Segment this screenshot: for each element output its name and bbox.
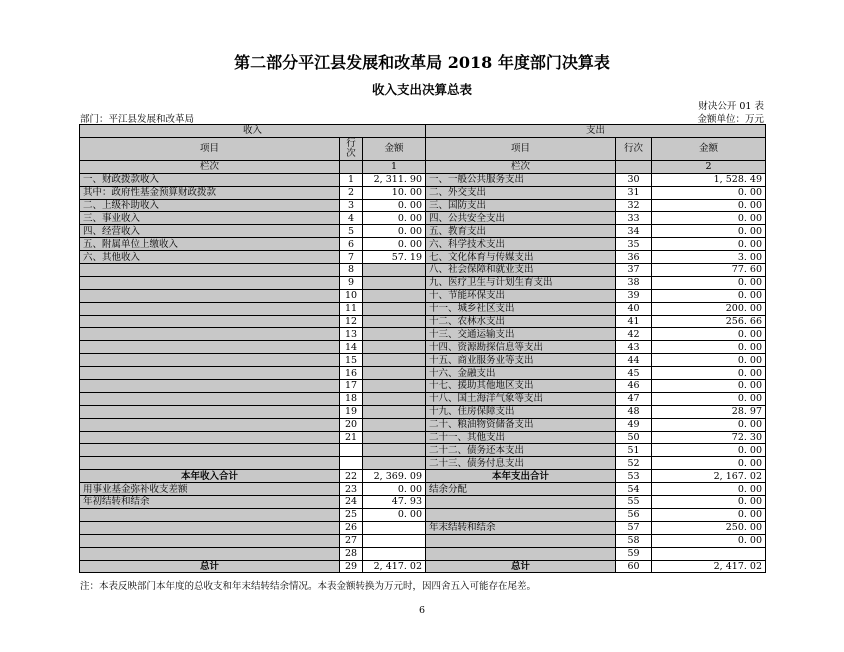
expense-amount: 0. 00 [652, 496, 766, 509]
income-amount: 2, 369. 09 [363, 470, 426, 483]
income-row-number: 14 [340, 341, 363, 354]
table-row [80, 354, 766, 367]
income-amount [363, 289, 426, 302]
table-row [80, 470, 766, 483]
expense-amount [652, 547, 766, 560]
income-item [80, 380, 340, 393]
income-row-number: 4 [340, 212, 363, 225]
table-row [80, 341, 766, 354]
income-row-number: 28 [340, 547, 363, 560]
income-row-number: 21 [340, 431, 363, 444]
expense-row-number: 31 [616, 186, 652, 199]
expense-amount: 0. 00 [652, 483, 766, 496]
income-item: 四、经营收入 [80, 225, 340, 238]
income-item [80, 392, 340, 405]
income-item: 用事业基金弥补收支差额 [80, 483, 340, 496]
table-row [80, 212, 766, 225]
table-row [80, 186, 766, 199]
expense-item: 十一、城乡社区支出 [426, 302, 616, 315]
expense-row-number: 51 [616, 444, 652, 457]
expense-amount: 0. 00 [652, 392, 766, 405]
expense-header: 支出 [426, 125, 766, 138]
expense-item: 十四、资源勘探信息等支出 [426, 341, 616, 354]
expense-rowno-header: 行次 [616, 137, 652, 160]
table-row [80, 315, 766, 328]
expense-amount: 0. 00 [652, 186, 766, 199]
income-row-number: 22 [340, 470, 363, 483]
header-row-top [80, 125, 766, 138]
expense-item: 十八、国土海洋气象等支出 [426, 392, 616, 405]
expense-amount: 0. 00 [652, 276, 766, 289]
expense-item: 十七、援助其他地区支出 [426, 380, 616, 393]
income-item [80, 367, 340, 380]
expense-item: 十五、商业服务业等支出 [426, 354, 616, 367]
expense-item: 二十三、债务付息支出 [426, 457, 616, 470]
expense-amount: 0. 00 [652, 199, 766, 212]
table-row [80, 431, 766, 444]
income-amount [363, 354, 426, 367]
income-amount: 57. 19 [363, 251, 426, 264]
expense-amount: 1, 528. 49 [652, 173, 766, 186]
income-row-number: 25 [340, 508, 363, 521]
income-row-number [340, 444, 363, 457]
expense-column-label: 栏次 [426, 160, 616, 173]
expense-amount: 0. 00 [652, 444, 766, 457]
expense-row-number: 57 [616, 521, 652, 534]
expense-item: 总计 [426, 560, 616, 573]
expense-amount: 250. 00 [652, 521, 766, 534]
income-amount [363, 302, 426, 315]
income-row-number: 10 [340, 289, 363, 302]
expense-amount: 0. 00 [652, 225, 766, 238]
expense-amount: 2, 417. 02 [652, 560, 766, 573]
table-row [80, 405, 766, 418]
income-amount [363, 444, 426, 457]
income-item [80, 534, 340, 547]
expense-amount: 77. 60 [652, 264, 766, 277]
expense-amount: 0. 00 [652, 341, 766, 354]
expense-item: 二十、粮油物资储备支出 [426, 418, 616, 431]
expense-row-number: 44 [616, 354, 652, 367]
table-row [80, 521, 766, 534]
income-item [80, 508, 340, 521]
income-row-number: 13 [340, 328, 363, 341]
table-row [80, 508, 766, 521]
table-row [80, 173, 766, 186]
income-amount: 2, 311. 90 [363, 173, 426, 186]
table-row [80, 238, 766, 251]
page-title: 第二部分平江县发展和改革局 2018 年度部门决算表 [234, 53, 610, 72]
income-row-number: 19 [340, 405, 363, 418]
expense-item: 三、国防支出 [426, 199, 616, 212]
expense-amount: 200. 00 [652, 302, 766, 315]
footnote: 注：本表反映部门本年度的总收支和年末结转结余情况。本表金额转换为万元时，因四舍五入可能存在尾差。 [80, 581, 537, 592]
income-row-number: 20 [340, 418, 363, 431]
income-amount: 47. 93 [363, 496, 426, 509]
income-amount [363, 380, 426, 393]
income-row-number: 16 [340, 367, 363, 380]
table-row [80, 251, 766, 264]
income-row-number: 23 [340, 483, 363, 496]
expense-item [426, 547, 616, 560]
income-rowno-header: 行次 [340, 137, 363, 160]
expense-row-number: 53 [616, 470, 652, 483]
table-row [80, 380, 766, 393]
table-row [80, 328, 766, 341]
table-row [80, 418, 766, 431]
expense-amount: 0. 00 [652, 212, 766, 225]
income-amount [363, 315, 426, 328]
expense-amount: 0. 00 [652, 354, 766, 367]
expense-item: 八、社会保障和就业支出 [426, 264, 616, 277]
income-amount [363, 341, 426, 354]
income-row-number: 9 [340, 276, 363, 289]
income-row-number: 6 [340, 238, 363, 251]
income-item: 三、事业收入 [80, 212, 340, 225]
table-row [80, 367, 766, 380]
expense-item: 十九、住房保障支出 [426, 405, 616, 418]
income-row-number: 12 [340, 315, 363, 328]
expense-item [426, 508, 616, 521]
income-item [80, 521, 340, 534]
expense-row-number: 38 [616, 276, 652, 289]
income-row-number: 18 [340, 392, 363, 405]
income-item: 总计 [80, 560, 340, 573]
income-amount [363, 457, 426, 470]
table-row [80, 392, 766, 405]
expense-row-number: 47 [616, 392, 652, 405]
department-label: 部门：平江县发展和改革局 [80, 114, 195, 125]
table-row [80, 264, 766, 277]
expense-amount: 0. 00 [652, 367, 766, 380]
income-item [80, 289, 340, 302]
income-item [80, 444, 340, 457]
income-amount [363, 405, 426, 418]
income-item [80, 341, 340, 354]
expense-item: 二、外交支出 [426, 186, 616, 199]
header-row-columns [80, 137, 766, 160]
expense-amount: 0. 00 [652, 457, 766, 470]
form-code: 财决公开 01 表 [698, 101, 764, 112]
income-item [80, 418, 340, 431]
income-column-number: 1 [363, 160, 426, 173]
income-amount [363, 367, 426, 380]
income-item [80, 457, 340, 470]
income-column-blank [340, 160, 363, 173]
expense-amount-header: 金额 [652, 137, 766, 160]
income-item: 六、其他收入 [80, 251, 340, 264]
income-amount: 0. 00 [363, 238, 426, 251]
income-row-number: 2 [340, 186, 363, 199]
income-row-number: 5 [340, 225, 363, 238]
income-row-number: 8 [340, 264, 363, 277]
income-item [80, 354, 340, 367]
expense-item: 二十一、其他支出 [426, 431, 616, 444]
income-amount [363, 431, 426, 444]
income-amount: 0. 00 [363, 225, 426, 238]
income-expense-table [79, 124, 766, 573]
expense-row-number: 58 [616, 534, 652, 547]
income-row-number: 24 [340, 496, 363, 509]
income-item [80, 405, 340, 418]
income-amount: 0. 00 [363, 508, 426, 521]
income-amount: 2, 417. 02 [363, 560, 426, 573]
income-column-label: 栏次 [80, 160, 340, 173]
expense-row-number: 34 [616, 225, 652, 238]
income-amount [363, 392, 426, 405]
expense-row-number: 43 [616, 341, 652, 354]
expense-item: 二十二、债务还本支出 [426, 444, 616, 457]
income-item: 五、附属单位上缴收入 [80, 238, 340, 251]
income-header: 收入 [80, 125, 426, 138]
expense-item [426, 534, 616, 547]
income-row-number: 1 [340, 173, 363, 186]
unit-label: 金额单位：万元 [697, 114, 764, 125]
expense-item: 一、一般公共服务支出 [426, 173, 616, 186]
expense-row-number: 33 [616, 212, 652, 225]
expense-amount: 0. 00 [652, 380, 766, 393]
expense-column-blank [616, 160, 652, 173]
income-item [80, 302, 340, 315]
table-subtitle: 收入支出决算总表 [371, 82, 472, 97]
table-row [80, 560, 766, 573]
expense-row-number: 50 [616, 431, 652, 444]
expense-row-number: 39 [616, 289, 652, 302]
expense-item: 结余分配 [426, 483, 616, 496]
income-amount: 0. 00 [363, 483, 426, 496]
income-amount [363, 328, 426, 341]
expense-row-number: 35 [616, 238, 652, 251]
table-row [80, 547, 766, 560]
expense-amount: 0. 00 [652, 418, 766, 431]
expense-item: 四、公共安全支出 [426, 212, 616, 225]
income-row-number: 27 [340, 534, 363, 547]
table-row [80, 225, 766, 238]
expense-row-number: 32 [616, 199, 652, 212]
income-row-number [340, 457, 363, 470]
table-row [80, 483, 766, 496]
expense-row-number: 55 [616, 496, 652, 509]
income-item [80, 547, 340, 560]
expense-row-number: 56 [616, 508, 652, 521]
expense-row-number: 42 [616, 328, 652, 341]
income-amount [363, 264, 426, 277]
table-row [80, 444, 766, 457]
column-label-row [80, 160, 766, 173]
expense-item: 本年支出合计 [426, 470, 616, 483]
expense-amount: 28. 97 [652, 405, 766, 418]
expense-amount: 256. 66 [652, 315, 766, 328]
expense-row-number: 30 [616, 173, 652, 186]
income-row-number: 26 [340, 521, 363, 534]
table-row [80, 457, 766, 470]
income-amount [363, 418, 426, 431]
expense-row-number: 48 [616, 405, 652, 418]
income-item-header: 项目 [80, 137, 340, 160]
income-item [80, 328, 340, 341]
expense-amount: 0. 00 [652, 534, 766, 547]
expense-row-number: 36 [616, 251, 652, 264]
income-amount: 10. 00 [363, 186, 426, 199]
expense-amount: 72. 30 [652, 431, 766, 444]
expense-row-number: 45 [616, 367, 652, 380]
income-amount-header: 金额 [363, 137, 426, 160]
expense-amount: 0. 00 [652, 238, 766, 251]
expense-item-header: 项目 [426, 137, 616, 160]
income-row-number: 15 [340, 354, 363, 367]
expense-row-number: 40 [616, 302, 652, 315]
expense-item: 九、医疗卫生与计划生育支出 [426, 276, 616, 289]
table-row [80, 496, 766, 509]
expense-row-number: 52 [616, 457, 652, 470]
expense-item: 十、节能环保支出 [426, 289, 616, 302]
expense-row-number: 60 [616, 560, 652, 573]
income-item [80, 315, 340, 328]
expense-amount: 0. 00 [652, 328, 766, 341]
income-item [80, 264, 340, 277]
expense-row-number: 41 [616, 315, 652, 328]
expense-row-number: 49 [616, 418, 652, 431]
page-number: 6 [418, 605, 426, 616]
income-row-number: 17 [340, 380, 363, 393]
income-row-number: 29 [340, 560, 363, 573]
income-amount: 0. 00 [363, 199, 426, 212]
income-item [80, 431, 340, 444]
income-item: 一、财政拨款收入 [80, 173, 340, 186]
expense-amount: 0. 00 [652, 289, 766, 302]
expense-item: 五、教育支出 [426, 225, 616, 238]
income-row-number: 7 [340, 251, 363, 264]
expense-item: 年末结转和结余 [426, 521, 616, 534]
income-row-number: 3 [340, 199, 363, 212]
expense-row-number: 37 [616, 264, 652, 277]
income-item: 本年收入合计 [80, 470, 340, 483]
expense-item: 七、文化体育与传媒支出 [426, 251, 616, 264]
income-row-number: 11 [340, 302, 363, 315]
expense-row-number: 46 [616, 380, 652, 393]
income-amount [363, 276, 426, 289]
table-row [80, 276, 766, 289]
income-amount: 0. 00 [363, 212, 426, 225]
expense-row-number: 59 [616, 547, 652, 560]
expense-item [426, 496, 616, 509]
expense-item: 十二、农林水支出 [426, 315, 616, 328]
table-row [80, 534, 766, 547]
expense-item: 十六、金融支出 [426, 367, 616, 380]
income-amount [363, 547, 426, 560]
expense-amount: 3. 00 [652, 251, 766, 264]
income-amount [363, 521, 426, 534]
table-row [80, 302, 766, 315]
expense-item: 十三、交通运输支出 [426, 328, 616, 341]
income-item: 年初结转和结余 [80, 496, 340, 509]
income-item [80, 276, 340, 289]
expense-column-number: 2 [652, 160, 766, 173]
income-item: 二、上级补助收入 [80, 199, 340, 212]
expense-amount: 0. 00 [652, 508, 766, 521]
income-item: 其中：政府性基金预算财政拨款 [80, 186, 340, 199]
table-row [80, 289, 766, 302]
table-row [80, 199, 766, 212]
expense-amount: 2, 167. 02 [652, 470, 766, 483]
expense-item: 六、科学技术支出 [426, 238, 616, 251]
expense-row-number: 54 [616, 483, 652, 496]
income-amount [363, 534, 426, 547]
